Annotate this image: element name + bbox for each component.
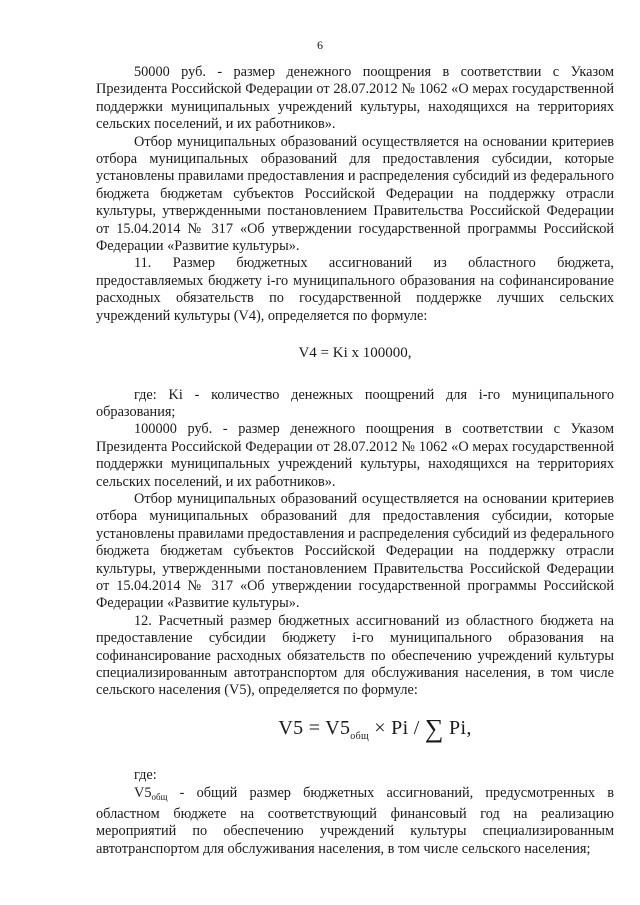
paragraph: 11. Размер бюджетных ассигнований из областного бюджета, предоставляемых бюджету i-го муниципального образования на софинансирование расходных обязательств по государственной поддержке лучших сельских учреждений культуры (V4), определяется по формуле: <box>96 255 614 324</box>
document-body <box>96 64 614 858</box>
paragraph: Отбор муниципальных образований осуществляется на основании критериев отбора муниципальных образований для предоставления субсидии, которые установлены правилами предоставления и распределения субсидий из федерального бюджета бюджетам субъектов Российской Федерации на поддержку отрасли культуры, утвержденными постановлением Правительства Российской Федерации от 15.04.2014 № 317 «Об утверждении государственной программы Российской Федерации «Развитие культуры». <box>96 133 614 255</box>
page-number: 6 <box>317 38 323 52</box>
paragraph: 12. Расчетный размер бюджетных ассигнований из областного бюджета на предоставление субсидии бюджету i-го муниципального образования на софинансирование расходных обязательств по обеспечению учреждений культуры специализированным автотранспортом для обслуживания населения, в том числе сельского населения (V5), определяется по формуле: <box>96 612 614 699</box>
where-label: где: <box>134 767 157 784</box>
paragraph: 100000 руб. - размер денежного поощрения в соответствии с Указом Президента Российской Федерации от 28.07.2012 № 1062 «О мерах государственной поддержки муниципальных учреждений культуры, находящихся на территориях сельских поселений, и их работников». <box>96 421 614 490</box>
definition-term-subscript: общ <box>151 791 168 802</box>
paragraph: 50000 руб. - размер денежного поощрения в соответствии с Указом Президента Российской Федерации от 28.07.2012 № 1062 «О мерах государственной поддержки муниципальных учреждений культуры, находящихся на территориях сельских поселений, и их работников». <box>96 64 614 133</box>
formula-v5-rhs-a: × Pi / <box>368 716 425 739</box>
formula-v5-subscript: общ <box>350 730 369 742</box>
formula-v5-lhs: V5 = V5 <box>278 716 351 739</box>
paragraph: Отбор муниципальных образований осуществляется на основании критериев отбора муниципальных образований для предоставления субсидии, которые установлены правилами предоставления и распределения субсидий из федерального бюджета бюджетам субъектов Российской Федерации на поддержку отрасли культуры, утвержденными постановлением Правительства Российской Федерации от 15.04.2014 № 317 «Об утверждении государственной программы Российской Федерации «Развитие культуры». <box>96 490 614 612</box>
formula-v4: V4 = Ki x 100000, <box>298 345 412 362</box>
formula-v5 <box>136 713 614 745</box>
definition-text: - общий размер бюджетных ассигнований, предусмотренных в областном бюджете на соответствующий финансовый год на реализацию мероприятий по обеспечению учреждений культуры специализированным автотранспортом для обслуживания населения, в том числе сельского населения; <box>96 784 614 857</box>
paragraph: где: Ki - количество денежных поощрений для i-го муниципального образования; <box>96 386 614 420</box>
definition-term: V5 <box>134 784 152 801</box>
sum-symbol: ∑ <box>424 713 444 743</box>
formula-v5-rhs-b: Pi, <box>443 716 472 739</box>
paragraph-definition <box>96 785 614 859</box>
